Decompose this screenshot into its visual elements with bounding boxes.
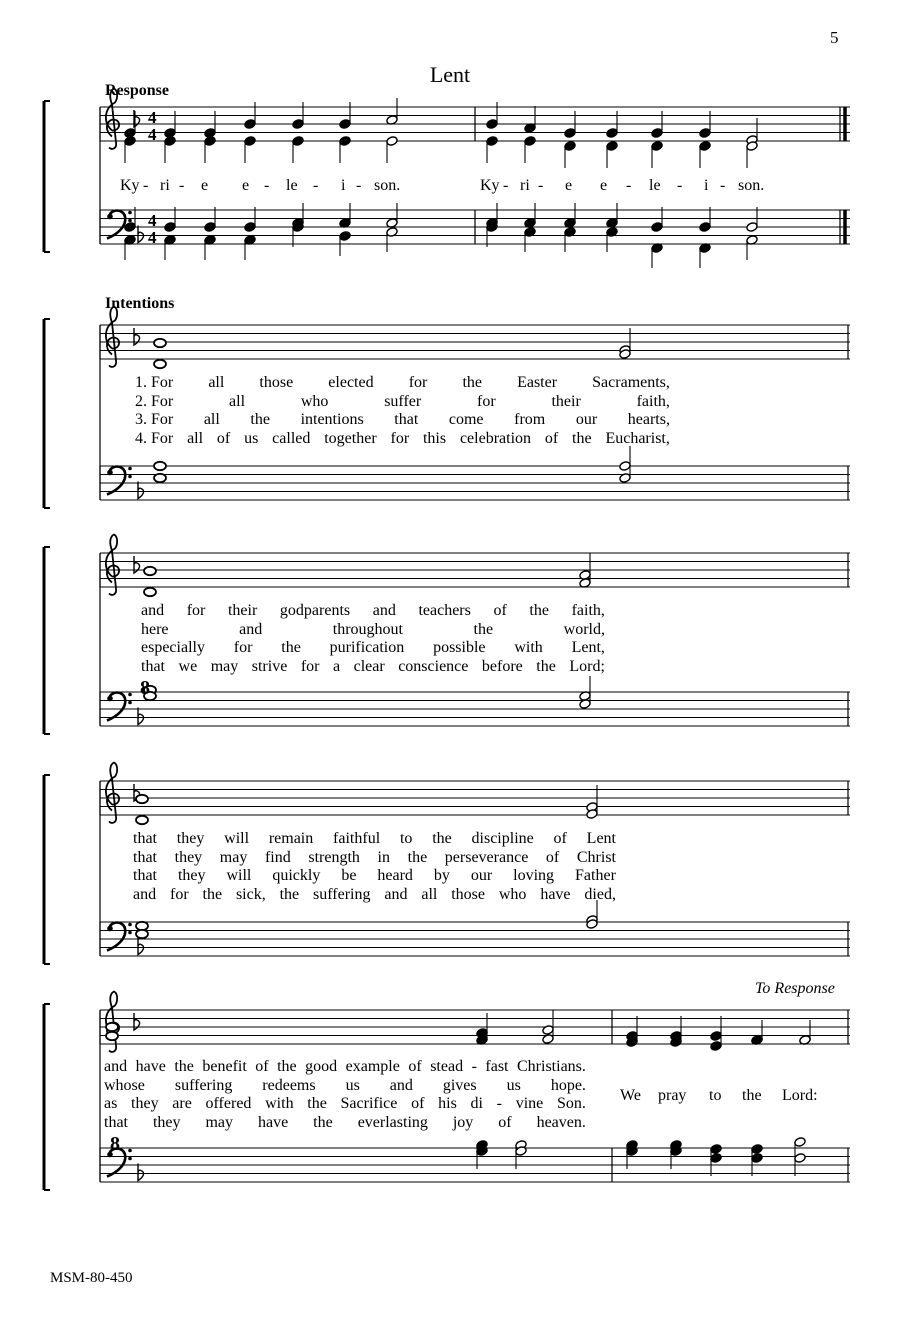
lyric-hyphen: - bbox=[356, 177, 362, 194]
lyric-syllable: i bbox=[704, 177, 709, 194]
time-signature-denominator: 4 bbox=[148, 125, 157, 144]
lyric-syllable: le bbox=[649, 177, 661, 194]
verse-word: purification bbox=[329, 639, 405, 656]
lyric-hyphen: - bbox=[538, 177, 544, 194]
verse-word: especially bbox=[141, 639, 205, 656]
verse-word: to bbox=[399, 830, 413, 847]
verse-word: all bbox=[208, 374, 225, 391]
verse-word: all bbox=[187, 429, 204, 447]
verse-word: and bbox=[372, 602, 396, 619]
time-signature-numerator: 4 bbox=[148, 211, 157, 230]
verse-word: 4. For bbox=[135, 429, 174, 447]
half-note bbox=[542, 1025, 554, 1036]
verse-word: Sacraments, bbox=[592, 374, 670, 391]
closing-word: pray bbox=[658, 1087, 687, 1104]
lyric-hyphen: - bbox=[677, 177, 683, 194]
treble-clef-icon bbox=[106, 307, 119, 367]
verse-word: Son. bbox=[556, 1095, 586, 1112]
verse-word: the bbox=[536, 657, 556, 675]
verse-word: of bbox=[255, 1058, 269, 1075]
quarter-note bbox=[244, 222, 256, 233]
verse-word: that bbox=[133, 867, 157, 884]
lyric-syllable: son. bbox=[738, 177, 765, 194]
verse-word: their bbox=[551, 392, 581, 410]
key-signature-flat-icon bbox=[138, 938, 144, 955]
verse-word: of bbox=[408, 1058, 422, 1075]
quarter-note bbox=[564, 128, 576, 139]
verse-word: those bbox=[451, 885, 485, 903]
quarter-note bbox=[524, 136, 536, 147]
verse-word: of bbox=[411, 1095, 425, 1112]
lyric-syllable: e bbox=[201, 177, 209, 194]
lyric-syllable: son. bbox=[374, 177, 401, 194]
verse-word: may bbox=[210, 657, 239, 675]
bass-clef-icon bbox=[107, 923, 132, 951]
quarter-note bbox=[244, 136, 256, 147]
lyric-syllable: e bbox=[242, 177, 250, 194]
key-signature-flat-icon bbox=[138, 1164, 144, 1181]
quarter-note bbox=[339, 136, 351, 147]
verse-word: us bbox=[244, 429, 259, 447]
closing-word: We bbox=[620, 1087, 641, 1104]
verse-word: in bbox=[377, 848, 390, 866]
verse-word: - bbox=[496, 1095, 502, 1112]
verse-word: those bbox=[259, 374, 294, 391]
verse-word: may bbox=[205, 1113, 234, 1131]
quarter-note bbox=[339, 119, 351, 130]
closing-word: the bbox=[742, 1087, 762, 1104]
verse-word: come bbox=[448, 411, 484, 428]
lyric-syllable: ri bbox=[520, 177, 530, 194]
treble-clef-icon bbox=[106, 535, 119, 595]
quarter-note bbox=[651, 222, 663, 233]
quarter-note bbox=[564, 141, 576, 152]
quarter-note bbox=[710, 1153, 722, 1164]
verse-word: suffer bbox=[384, 392, 422, 410]
verse-word: the bbox=[202, 885, 223, 903]
key-signature-flat-icon bbox=[138, 708, 144, 725]
verse-word: offered bbox=[205, 1095, 252, 1112]
verse-word: the bbox=[174, 1058, 194, 1075]
quarter-note bbox=[292, 136, 304, 147]
verse-word: faith, bbox=[571, 602, 605, 619]
verse-word: the bbox=[313, 1113, 333, 1131]
quarter-note bbox=[751, 1144, 763, 1155]
lyric-hyphen: - bbox=[143, 177, 149, 194]
key-signature-flat-icon bbox=[138, 482, 144, 499]
verse-word: good bbox=[305, 1058, 338, 1075]
lyric-hyphen: - bbox=[264, 177, 270, 194]
quarter-note bbox=[699, 141, 711, 152]
verse-word: 1. For bbox=[135, 374, 174, 391]
verse-word: they bbox=[131, 1095, 159, 1112]
verse-word: vine bbox=[515, 1095, 544, 1112]
verse-word: quickly bbox=[272, 867, 321, 884]
closing-word: Lord: bbox=[782, 1087, 818, 1104]
verse-word: the bbox=[407, 848, 428, 866]
quarter-note bbox=[164, 136, 176, 147]
lyric-syllable: Ky bbox=[120, 177, 140, 194]
verse-word: died, bbox=[584, 885, 616, 903]
verse-word: have bbox=[540, 885, 571, 903]
verse-word: 2. For bbox=[135, 392, 174, 410]
verse-word: 3. For bbox=[135, 411, 174, 428]
verse-word: hope. bbox=[550, 1076, 586, 1094]
verse-word: of bbox=[498, 1113, 512, 1131]
verse-word: a bbox=[332, 657, 341, 675]
half-note bbox=[746, 222, 758, 233]
verse-word: by bbox=[433, 867, 450, 884]
quarter-note bbox=[710, 1144, 722, 1155]
verse-word: suffering bbox=[313, 885, 371, 903]
quarter-note bbox=[651, 128, 663, 139]
quarter-note bbox=[486, 136, 498, 147]
verse-word: whose bbox=[104, 1076, 145, 1094]
verse-word: godparents bbox=[279, 602, 351, 619]
verse-word: elected bbox=[328, 374, 374, 391]
verse-word: Eucharist, bbox=[605, 429, 670, 447]
verse-word: who bbox=[300, 392, 329, 410]
verse-word: this bbox=[422, 429, 447, 447]
whole-note bbox=[154, 339, 166, 347]
lyric-hyphen: - bbox=[179, 177, 185, 194]
lyric-syllable: Ky bbox=[480, 177, 500, 194]
verse-word: and bbox=[104, 1058, 128, 1075]
verse-word: for bbox=[233, 639, 253, 656]
verse-word: world, bbox=[563, 620, 605, 638]
verse-word: fast bbox=[485, 1058, 509, 1075]
whole-note bbox=[144, 567, 156, 575]
verse-word: intentions bbox=[300, 411, 364, 428]
verse-word: discipline bbox=[471, 830, 534, 847]
treble-clef-icon bbox=[106, 89, 119, 149]
half-note bbox=[794, 1137, 806, 1148]
verse-word: we bbox=[178, 657, 198, 675]
verse-word: for bbox=[186, 602, 206, 619]
closing-word: to bbox=[709, 1087, 722, 1104]
verse-word: they bbox=[174, 848, 203, 866]
verse-word: are bbox=[172, 1095, 192, 1112]
half-note bbox=[386, 136, 398, 147]
verse-word: stead bbox=[430, 1058, 464, 1075]
response-label: Response bbox=[105, 82, 170, 99]
lyric-hyphen: - bbox=[626, 177, 632, 194]
whole-note bbox=[154, 360, 166, 368]
verse-word: joy bbox=[452, 1113, 474, 1131]
verse-word: and bbox=[389, 1076, 413, 1094]
verse-word: faith, bbox=[636, 392, 670, 410]
whole-note bbox=[144, 588, 156, 596]
quarter-note bbox=[486, 119, 498, 130]
verse-word: the bbox=[473, 620, 494, 638]
treble-clef-icon bbox=[106, 992, 119, 1052]
quarter-note bbox=[204, 222, 216, 233]
verse-word: hearts, bbox=[627, 411, 670, 428]
key-signature-flat-icon bbox=[138, 226, 144, 243]
verse-word: di bbox=[470, 1095, 483, 1112]
whole-note bbox=[136, 930, 148, 938]
verse-word: their bbox=[227, 602, 258, 619]
verse-word: us bbox=[506, 1076, 521, 1094]
verse-word: the bbox=[462, 374, 482, 391]
verse-word: Lent bbox=[586, 830, 616, 847]
verse-word: and bbox=[133, 885, 157, 903]
verse-word: possible bbox=[433, 639, 486, 656]
verse-word: example bbox=[345, 1058, 400, 1075]
verse-word: the bbox=[432, 830, 452, 847]
verse-word: the bbox=[307, 1095, 327, 1112]
lyric-syllable: e bbox=[565, 177, 573, 194]
verse-word: for bbox=[477, 392, 496, 410]
verse-word: of bbox=[544, 429, 559, 447]
verse-word: heaven. bbox=[536, 1113, 586, 1131]
quarter-note bbox=[699, 222, 711, 233]
quarter-note bbox=[651, 141, 663, 152]
whole-note bbox=[154, 462, 166, 470]
verse-word: that bbox=[133, 848, 157, 866]
verse-word: gives bbox=[442, 1076, 477, 1094]
verse-word: of bbox=[545, 848, 560, 866]
verse-word: who bbox=[498, 885, 527, 903]
verse-word: that bbox=[133, 830, 157, 847]
verse-word: of bbox=[553, 830, 567, 847]
verse-word: the bbox=[277, 1058, 297, 1075]
treble-clef-icon bbox=[106, 763, 119, 823]
verse-word: faithful bbox=[333, 830, 381, 847]
verse-word: they bbox=[176, 830, 205, 847]
verse-word: our bbox=[470, 867, 493, 884]
verse-word: as bbox=[104, 1095, 118, 1112]
quarter-note bbox=[124, 136, 136, 147]
verse-word: remain bbox=[268, 830, 314, 847]
verse-word: be bbox=[341, 867, 357, 884]
whole-note bbox=[136, 795, 148, 803]
verse-word: throughout bbox=[332, 620, 403, 638]
half-note bbox=[619, 461, 631, 472]
verse-word: called bbox=[272, 429, 311, 447]
verse-word: will bbox=[224, 830, 250, 847]
catalog-number: MSM-80-450 bbox=[50, 1270, 133, 1286]
lyric-syllable: i bbox=[341, 177, 346, 194]
half-note bbox=[794, 1153, 806, 1164]
quarter-note bbox=[244, 119, 256, 130]
verse-word: strength bbox=[308, 848, 360, 866]
verse-word: Christians. bbox=[517, 1058, 586, 1075]
notes bbox=[106, 98, 811, 1176]
verse-word: the bbox=[529, 602, 549, 619]
lyric-syllable: le bbox=[286, 177, 298, 194]
quarter-note bbox=[339, 231, 351, 242]
verse-word: Father bbox=[575, 867, 616, 884]
verse-word: suffering bbox=[174, 1076, 233, 1094]
lyric-hyphen: - bbox=[503, 177, 509, 194]
verse-word: and bbox=[141, 602, 165, 619]
verse-word: here bbox=[141, 620, 169, 638]
verse-word: from bbox=[514, 411, 546, 428]
verse-word: the bbox=[572, 429, 592, 447]
lyric-syllable: ri bbox=[160, 177, 170, 194]
verse-word: have bbox=[135, 1058, 166, 1075]
verse-word: may bbox=[219, 848, 248, 866]
octave-mark: 8 bbox=[110, 1133, 120, 1155]
time-signature-numerator: 4 bbox=[148, 108, 157, 127]
verse-word: clear bbox=[353, 657, 385, 675]
verse-word: Christ bbox=[576, 848, 616, 866]
verse-word: before bbox=[481, 657, 523, 675]
bass-clef-icon bbox=[107, 693, 132, 721]
bass-clef-icon bbox=[107, 467, 132, 495]
verse-word: and bbox=[239, 620, 263, 638]
verse-word: the bbox=[281, 639, 301, 656]
verse-word: that bbox=[104, 1113, 128, 1131]
time-signature-denominator: 4 bbox=[148, 228, 157, 247]
lyric-hyphen: - bbox=[720, 177, 726, 194]
whole-note bbox=[136, 816, 148, 824]
verse-word: the bbox=[250, 411, 270, 428]
verse-word: us bbox=[345, 1076, 360, 1094]
octave-mark: 8 bbox=[140, 677, 150, 699]
verse-word: they bbox=[152, 1113, 181, 1131]
page-number: 5 bbox=[830, 28, 839, 47]
quarter-note bbox=[204, 136, 216, 147]
verse-word: together bbox=[324, 429, 377, 447]
quarter-note bbox=[164, 222, 176, 233]
verse-word: teachers bbox=[418, 602, 471, 619]
verse-word: that bbox=[394, 411, 419, 428]
verse-word: have bbox=[258, 1113, 289, 1131]
verse-word: loving bbox=[513, 867, 555, 884]
verse-word: for bbox=[390, 429, 410, 447]
page-title: Lent bbox=[429, 62, 471, 87]
verse-word: Sacrifice bbox=[340, 1095, 398, 1112]
verse-word: for bbox=[300, 657, 320, 675]
quarter-note bbox=[710, 1031, 722, 1042]
quarter-note bbox=[751, 1153, 763, 1164]
verse-word: for bbox=[169, 885, 189, 903]
verse-word: celebration bbox=[459, 429, 532, 447]
verse-word: Lord; bbox=[569, 657, 605, 675]
verse-word: all bbox=[421, 885, 438, 903]
verse-word: conscience bbox=[398, 657, 469, 675]
verse-word: and bbox=[384, 885, 408, 903]
lyric-hyphen: - bbox=[313, 177, 319, 194]
verse-word: of bbox=[216, 429, 231, 447]
verse-word: strive bbox=[251, 657, 288, 675]
verse-word: perseverance bbox=[444, 848, 529, 866]
whole-note bbox=[154, 474, 166, 482]
verse-word: sick, bbox=[235, 885, 266, 903]
quarter-note bbox=[606, 141, 618, 152]
verse-word: redeems bbox=[262, 1076, 316, 1094]
verse-word: with bbox=[265, 1095, 294, 1112]
verse-word: for bbox=[408, 374, 428, 391]
verse-word: with bbox=[514, 639, 543, 656]
intentions-label: Intentions bbox=[105, 295, 175, 312]
whole-note bbox=[106, 1032, 118, 1040]
verse-word: benefit bbox=[202, 1058, 247, 1075]
verse-word: all bbox=[203, 411, 220, 428]
quarter-note bbox=[710, 1041, 722, 1052]
verse-word: the bbox=[279, 885, 300, 903]
lyric-syllable: e bbox=[600, 177, 608, 194]
verse-word: Lent, bbox=[571, 639, 605, 656]
verse-word: everlasting bbox=[357, 1113, 428, 1131]
verse-word: our bbox=[575, 411, 598, 428]
to-response-direction: To Response bbox=[755, 980, 835, 997]
verse-word: all bbox=[229, 392, 246, 410]
quarter-note bbox=[292, 119, 304, 130]
quarter-note bbox=[699, 128, 711, 139]
verse-word: - bbox=[471, 1058, 477, 1075]
verse-word: heard bbox=[377, 867, 413, 884]
quarter-note bbox=[606, 128, 618, 139]
verse-word: his bbox=[438, 1095, 457, 1112]
whole-note bbox=[106, 1023, 118, 1031]
verse-word: Easter bbox=[517, 374, 558, 391]
verse-word: of bbox=[493, 602, 507, 619]
verse-word: find bbox=[264, 848, 291, 866]
verse-word: that bbox=[141, 657, 165, 675]
verse-word: they bbox=[177, 867, 206, 884]
verse-word: will bbox=[226, 867, 252, 884]
